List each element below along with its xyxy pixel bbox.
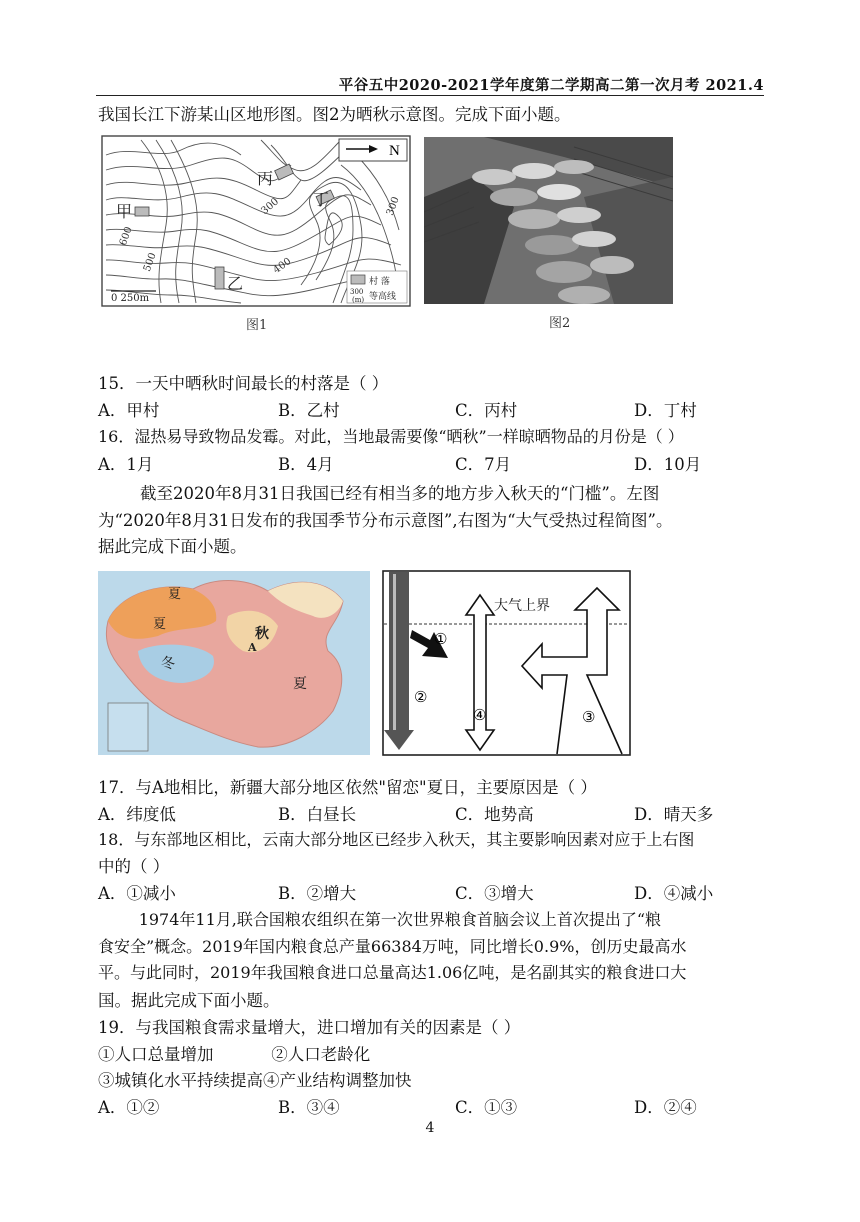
contour-label-500: 500 — [141, 251, 159, 274]
atmosphere-heating-diagram — [382, 570, 631, 756]
intro-text-2-line-3: 据此完成下面小题。 — [98, 537, 247, 556]
contour-label-300a: 300 — [259, 196, 282, 217]
question-17-stem: 17．与A地相比，新疆大部分地区依然"留恋"夏日，主要原因是（ ） — [98, 778, 597, 797]
q19-option-b[interactable]: B．③④ — [278, 1098, 340, 1117]
atmosphere-top-label: 大气上界 — [494, 598, 550, 614]
map-label-point-a: A — [248, 641, 257, 654]
contour-label-600: 600 — [117, 225, 135, 248]
intro-text-3-line-4: 国。据此完成下面小题。 — [98, 991, 280, 1010]
question-19-stem: 19．与我国粮食需求量增大，进口增加有关的因素是（ ） — [98, 1018, 521, 1037]
map-label-summer-west: 夏 — [153, 617, 167, 632]
question-18-stem-line-2: 中的（ ） — [98, 857, 170, 876]
q17-option-c[interactable]: C．地势高 — [455, 805, 534, 824]
contour-label-300b: 300 — [384, 195, 402, 218]
q18-option-a[interactable]: A．①减小 — [98, 884, 176, 903]
intro-text-2-line-1: 截至2020年8月31日我国已经有相当多的地方步入秋天的“门槛”。左图 — [98, 484, 660, 503]
q16-option-d[interactable]: D．10月 — [634, 455, 702, 474]
legend-village: 村 落 — [369, 277, 390, 287]
q15-option-a[interactable]: A．甲村 — [98, 401, 160, 420]
intro-text-2-line-2: 为“2020年8月31日发布的我国季节分布示意图”,右图为“大气受热过程简图”。 — [98, 511, 673, 530]
page-number: 4 — [425, 1120, 435, 1136]
q16-option-a[interactable]: A．1月 — [98, 455, 154, 474]
figure-2-photo — [424, 137, 673, 304]
map-label-winter: 冬 — [161, 656, 175, 672]
q15-option-b[interactable]: B．乙村 — [278, 401, 340, 420]
q19-option-c[interactable]: C．①③ — [455, 1098, 518, 1117]
figure-1-caption: 图1 — [246, 318, 268, 333]
q15-option-c[interactable]: C．丙村 — [455, 401, 518, 420]
map-label-autumn: 秋 — [255, 626, 269, 642]
question-19-factors-line-2: ③城镇化水平持续提高④产业结构调整加快 — [98, 1071, 412, 1090]
q18-option-c[interactable]: C．③增大 — [455, 884, 534, 903]
intro-text-3-line-2: 食安全”概念。2019年国内粮食总产量66384万吨，同比增长0.9%，创历史最高水 — [98, 937, 687, 956]
q16-option-c[interactable]: C．7月 — [455, 455, 512, 474]
map-label-summer-north: 夏 — [168, 587, 182, 602]
question-19-factors-line-1: ①人口总量增加 ②人口老龄化 — [98, 1045, 371, 1064]
q18-option-d[interactable]: D．④减小 — [634, 884, 714, 903]
village-ding: 丁 — [313, 190, 330, 209]
map-label-summer-east: 夏 — [293, 676, 307, 692]
intro-text-1: 我国长江下游某山区地形图。图2为晒秋示意图。完成下面小题。 — [98, 105, 571, 124]
q17-option-d[interactable]: D．晴天多 — [634, 805, 714, 824]
q17-option-a[interactable]: A．纬度低 — [98, 805, 176, 824]
village-yi: 乙 — [227, 274, 244, 293]
marker-3: ③ — [582, 708, 596, 726]
legend-contour-value: 300 — [350, 288, 364, 296]
scale-bar-label: 0 250m — [111, 293, 150, 304]
q15-option-d[interactable]: D．丁村 — [634, 401, 697, 420]
q16-option-b[interactable]: B．4月 — [278, 455, 334, 474]
north-label: N — [389, 143, 400, 159]
q18-option-b[interactable]: B．②增大 — [278, 884, 357, 903]
q17-option-b[interactable]: B．白昼长 — [278, 805, 357, 824]
china-season-map — [98, 571, 370, 755]
q19-option-d[interactable]: D．②④ — [634, 1098, 697, 1117]
question-15-stem: 15．一天中晒秋时间最长的村落是（ ） — [98, 374, 389, 393]
village-bing: 丙 — [257, 169, 274, 188]
marker-2: ② — [414, 688, 428, 706]
figure-1-topo-map — [101, 135, 411, 307]
village-jia: 甲 — [116, 202, 133, 221]
header-rule — [96, 95, 764, 96]
question-16-stem: 16．湿热易导致物品发霉。对此，当地最需要像“晒秋”一样晾晒物品的月份是（ ） — [98, 427, 684, 446]
contour-label-400: 400 — [271, 256, 294, 277]
legend-contour: 等高线 — [369, 292, 397, 302]
marker-1: ① — [434, 630, 448, 648]
question-18-stem-line-1: 18．与东部地区相比，云南大部分地区已经步入秋天，其主要影响因素对应于上右图 — [98, 830, 695, 849]
q19-option-a[interactable]: A．①② — [98, 1098, 160, 1117]
exam-header: 平谷五中2020-2021学年度第二学期高二第一次月考 2021.4 — [338, 77, 764, 94]
intro-text-3-line-1: 1974年11月,联合国粮农组织在第一次世界粮食首脑会议上首次提出了“粮 — [98, 910, 662, 929]
figure-2-caption: 图2 — [549, 316, 571, 331]
marker-4: ④ — [473, 706, 487, 724]
intro-text-3-line-3: 平。与此同时，2019年我国粮食进口总量高达1.06亿吨，是名副其实的粮食进口大 — [98, 963, 687, 982]
legend-contour-unit: (m) — [352, 296, 365, 304]
